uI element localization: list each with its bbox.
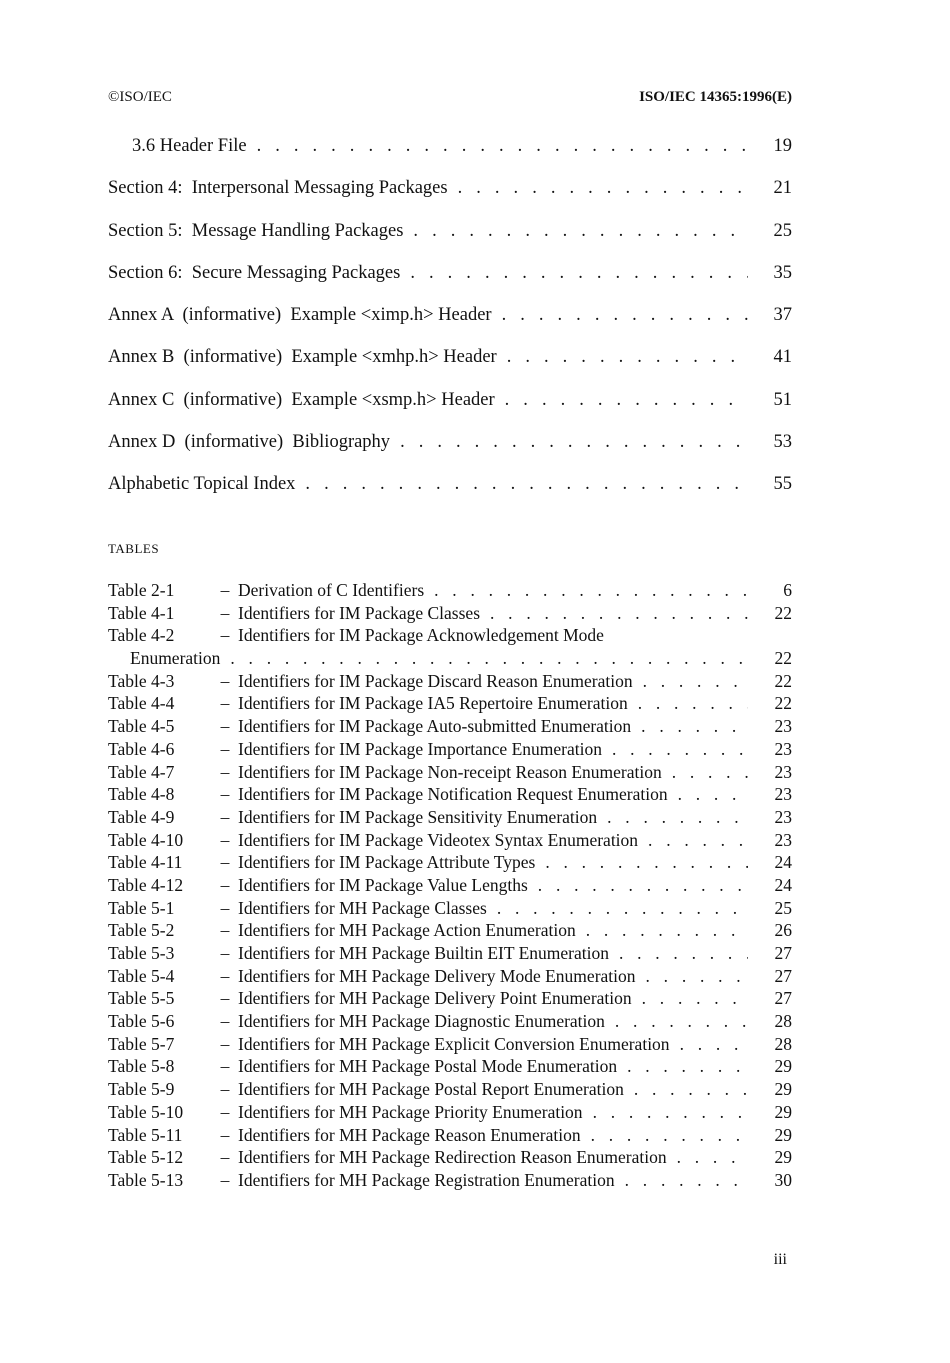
table-entry[interactable] <box>108 966 792 989</box>
table-page: 29 <box>774 1056 792 1077</box>
table-id: Table 4-4 <box>108 693 175 714</box>
table-id: Table 5-8 <box>108 1056 175 1077</box>
dot-leader <box>642 988 748 1009</box>
table-entry[interactable] <box>108 1034 792 1057</box>
toc-entry-page: 41 <box>773 347 792 368</box>
dash-separator: – <box>220 1056 230 1077</box>
dot-leader <box>680 1034 748 1055</box>
dot-leader <box>545 852 748 873</box>
table-id: Table 5-2 <box>108 920 175 941</box>
toc-entry-title: Alphabetic Topical Index <box>108 474 296 495</box>
dash-separator: – <box>220 693 230 714</box>
dot-leader <box>678 784 748 805</box>
dash-separator: – <box>220 716 230 737</box>
table-title: Identifiers for MH Package Postal Report Enumeration <box>238 1079 624 1100</box>
toc-entry-page: 55 <box>773 474 792 495</box>
table-page: 29 <box>774 1079 792 1100</box>
table-entry[interactable] <box>108 625 792 648</box>
dash-separator: – <box>220 852 230 873</box>
toc-entry-page: 25 <box>773 220 792 241</box>
table-title: Identifiers for MH Package Classes <box>238 897 487 918</box>
dot-leader <box>638 693 748 714</box>
table-entry[interactable] <box>108 920 792 943</box>
toc-entry-title: Annex C (informative) Example <xsmp.h> Header <box>108 389 495 410</box>
table-page: 27 <box>774 988 792 1009</box>
dash-separator: – <box>220 580 230 600</box>
table-entry[interactable] <box>108 875 792 898</box>
table-page: 23 <box>774 761 792 782</box>
table-page: 23 <box>774 784 792 805</box>
table-page: 23 <box>774 716 792 737</box>
dot-leader <box>634 1079 748 1100</box>
table-id: Table 5-7 <box>108 1033 175 1054</box>
table-entry[interactable] <box>108 1011 792 1034</box>
toc-entry-title: Section 6: Secure Messaging Packages <box>108 262 401 283</box>
table-title: Identifiers for MH Package Explicit Conversion Enumeration <box>238 1033 670 1054</box>
table-entry[interactable] <box>108 830 792 853</box>
table-id: Table 5-10 <box>108 1101 184 1122</box>
header-standard-number: ISO/IEC 14365:1996(E) <box>639 89 792 105</box>
table-title: Identifiers for MH Package Action Enumeration <box>238 920 576 941</box>
toc-entry-page: 21 <box>773 178 792 199</box>
toc-entry-title: Section 4: Interpersonal Messaging Packages <box>108 178 448 199</box>
dot-leader <box>413 221 748 242</box>
dot-leader <box>646 966 748 987</box>
toc-entry-page: 35 <box>773 262 792 283</box>
table-title: Identifiers for IM Package Notification Request Enumeration <box>238 784 668 805</box>
dot-leader <box>643 671 748 692</box>
dot-leader <box>490 603 748 624</box>
dash-separator: – <box>220 738 230 759</box>
table-title: Identifiers for IM Package Sensitivity Enumeration <box>238 806 598 827</box>
dot-leader <box>505 390 748 411</box>
table-title: Identifiers for MH Package Registration Enumeration <box>238 1169 615 1190</box>
table-entry[interactable] <box>108 852 792 875</box>
table-id: Table 4-11 <box>108 852 183 873</box>
table-entry[interactable] <box>108 898 792 921</box>
dot-leader <box>619 943 748 964</box>
toc-entry-page: 51 <box>773 389 792 410</box>
toc-entry[interactable] <box>108 432 792 474</box>
table-id: Table 2-1 <box>108 580 175 600</box>
dash-separator: – <box>220 1124 230 1145</box>
table-entry[interactable] <box>108 943 792 966</box>
dash-separator: – <box>220 670 230 691</box>
table-entry[interactable] <box>108 807 792 830</box>
table-page: 6 <box>783 580 792 600</box>
dash-separator: – <box>220 784 230 805</box>
table-page: 28 <box>774 1011 792 1032</box>
table-page: 30 <box>774 1169 792 1190</box>
table-id: Table 5-12 <box>108 1147 184 1168</box>
table-entry[interactable] <box>108 784 792 807</box>
table-page: 29 <box>774 1147 792 1168</box>
table-page: 26 <box>774 920 792 941</box>
toc-entry[interactable] <box>108 390 792 432</box>
table-page: 22 <box>774 602 792 623</box>
table-id: Table 4-1 <box>108 602 175 623</box>
dot-leader <box>591 1125 748 1146</box>
table-title: Identifiers for MH Package Redirection Reason Enumeration <box>238 1147 667 1168</box>
table-title: Identifiers for IM Package Discard Reason Enumeration <box>238 670 633 691</box>
dot-leader <box>607 807 748 828</box>
dot-leader <box>677 1147 748 1168</box>
dot-leader <box>400 432 748 453</box>
dot-leader <box>672 762 748 783</box>
dash-separator: – <box>220 1079 230 1100</box>
table-page: 29 <box>774 1101 792 1122</box>
table-title: Identifiers for IM Package Attribute Types <box>238 852 536 873</box>
table-of-contents <box>108 136 792 517</box>
table-entry[interactable] <box>108 1079 792 1102</box>
table-entry[interactable] <box>108 1170 792 1193</box>
table-page: 23 <box>774 829 792 850</box>
toc-entry-title: 3.6 Header File <box>132 136 247 156</box>
table-id: Table 4-7 <box>108 761 175 782</box>
toc-entry[interactable] <box>108 305 792 347</box>
header-copyright: ©ISO/IEC <box>108 89 172 105</box>
table-title: Identifiers for IM Package Acknowledgement Mode <box>238 625 604 646</box>
table-page: 25 <box>774 897 792 918</box>
dot-leader <box>458 178 748 199</box>
dash-separator: – <box>220 965 230 986</box>
dash-separator: – <box>220 988 230 1009</box>
toc-entry-page: 19 <box>773 136 792 156</box>
table-id: Table 4-3 <box>108 670 175 691</box>
dash-separator: – <box>220 1169 230 1190</box>
table-page: 24 <box>774 874 792 895</box>
dash-separator: – <box>220 920 230 941</box>
table-title: Identifiers for MH Package Diagnostic Enumeration <box>238 1011 605 1032</box>
list-of-tables <box>108 580 792 1193</box>
table-title: Identifiers for IM Package Value Lengths <box>238 874 528 895</box>
table-entry[interactable] <box>108 988 792 1011</box>
table-entry-continuation[interactable] <box>108 648 792 671</box>
table-page: 24 <box>774 852 792 873</box>
table-id: Table 5-11 <box>108 1124 183 1145</box>
dot-leader <box>593 1102 748 1123</box>
dot-leader <box>410 263 748 284</box>
dot-leader <box>625 1170 748 1191</box>
table-title: Identifiers for MH Package Postal Mode Enumeration <box>238 1056 618 1077</box>
dot-leader <box>612 739 748 760</box>
toc-entry-title: Annex A (informative) Example <ximp.h> Header <box>108 305 492 326</box>
table-entry[interactable] <box>108 580 792 603</box>
table-id: Table 5-9 <box>108 1079 175 1100</box>
table-page: 27 <box>774 943 792 963</box>
table-title: Identifiers for MH Package Delivery Mode Enumeration <box>238 965 636 986</box>
dash-separator: – <box>220 1033 230 1054</box>
table-id: Table 4-6 <box>108 738 175 759</box>
table-id: Table 5-4 <box>108 965 175 986</box>
table-entry[interactable] <box>108 1125 792 1148</box>
toc-entry-page: 53 <box>773 432 792 453</box>
dot-leader <box>538 875 748 896</box>
table-page: 23 <box>774 738 792 759</box>
table-id: Table 4-5 <box>108 716 175 737</box>
toc-entry-title: Section 5: Message Handling Packages <box>108 220 404 241</box>
table-title: Identifiers for IM Package Auto-submitted Enumeration <box>238 716 632 737</box>
dot-leader <box>305 474 748 495</box>
table-id: Table 5-3 <box>108 943 175 963</box>
table-title: Identifiers for IM Package Importance Enumeration <box>238 738 602 759</box>
dash-separator: – <box>220 602 230 623</box>
dash-separator: – <box>220 1011 230 1032</box>
table-title: Identifiers for MH Package Delivery Point Enumeration <box>238 988 632 1009</box>
table-entry[interactable] <box>108 1102 792 1125</box>
table-id: Table 5-6 <box>108 1011 175 1032</box>
table-page: 29 <box>774 1124 792 1145</box>
table-title: Identifiers for IM Package Classes <box>238 602 481 623</box>
table-entry[interactable] <box>108 1056 792 1079</box>
dash-separator: – <box>220 625 230 646</box>
tables-heading: TABLES <box>108 541 160 556</box>
dot-leader <box>434 580 748 601</box>
table-page: 27 <box>774 965 792 986</box>
toc-entry[interactable] <box>108 347 792 389</box>
toc-entry[interactable] <box>108 263 792 305</box>
dot-leader <box>507 347 748 368</box>
dash-separator: – <box>220 1101 230 1122</box>
table-entry[interactable] <box>108 671 792 694</box>
dot-leader <box>586 920 748 941</box>
table-title: Identifiers for MH Package Priority Enumeration <box>238 1101 583 1122</box>
table-entry[interactable] <box>108 1147 792 1170</box>
dot-leader <box>502 305 748 326</box>
table-title: Identifiers for MH Package Builtin EIT Enumeration <box>238 943 609 963</box>
table-id: Table 4-9 <box>108 806 175 827</box>
table-id: Table 4-8 <box>108 784 175 805</box>
dash-separator: – <box>220 897 230 918</box>
table-title: Identifiers for IM Package Non-receipt Reason Enumeration <box>238 761 662 782</box>
dash-separator: – <box>220 829 230 850</box>
table-id: Table 4-2 <box>108 625 175 646</box>
toc-entry-page: 37 <box>773 305 792 326</box>
table-entry[interactable] <box>108 603 792 626</box>
table-page: 22 <box>774 648 792 669</box>
toc-entry[interactable] <box>108 474 792 516</box>
table-title: Identifiers for MH Package Reason Enumeration <box>238 1124 581 1145</box>
table-title-continuation: Enumeration <box>130 648 221 669</box>
toc-entry-title: Annex D (informative) Bibliography <box>108 432 391 453</box>
table-title: Derivation of C Identifiers <box>238 580 425 600</box>
dash-separator: – <box>220 874 230 895</box>
table-id: Table 5-13 <box>108 1169 184 1190</box>
dot-leader <box>497 898 748 919</box>
table-entry[interactable] <box>108 716 792 739</box>
dot-leader <box>627 1056 748 1077</box>
table-page: 22 <box>774 670 792 691</box>
toc-entry[interactable] <box>108 178 792 220</box>
page-number: iii <box>773 1251 787 1268</box>
table-id: Table 5-1 <box>108 897 175 918</box>
table-page: 28 <box>774 1033 792 1054</box>
table-page: 22 <box>774 693 792 714</box>
toc-entry[interactable] <box>108 136 792 178</box>
table-title: Identifiers for IM Package Videotex Syntax Enumeration <box>238 829 639 850</box>
table-page: 23 <box>774 806 792 827</box>
toc-entry[interactable] <box>108 221 792 263</box>
table-id: Table 5-5 <box>108 988 175 1009</box>
toc-entry-title: Annex B (informative) Example <xmhp.h> Header <box>108 347 497 368</box>
dot-leader <box>230 648 748 669</box>
dash-separator: – <box>220 943 230 963</box>
dot-leader <box>257 136 748 157</box>
table-entry[interactable] <box>108 693 792 716</box>
table-id: Table 4-10 <box>108 829 184 850</box>
table-id: Table 4-12 <box>108 874 184 895</box>
table-title: Identifiers for IM Package IA5 Repertoire Enumeration <box>238 693 628 714</box>
dot-leader <box>641 716 748 737</box>
dash-separator: – <box>220 1147 230 1168</box>
dot-leader <box>615 1011 748 1032</box>
dash-separator: – <box>220 806 230 827</box>
table-entry[interactable] <box>108 762 792 785</box>
table-entry[interactable] <box>108 739 792 762</box>
dash-separator: – <box>220 761 230 782</box>
dot-leader <box>648 830 748 851</box>
